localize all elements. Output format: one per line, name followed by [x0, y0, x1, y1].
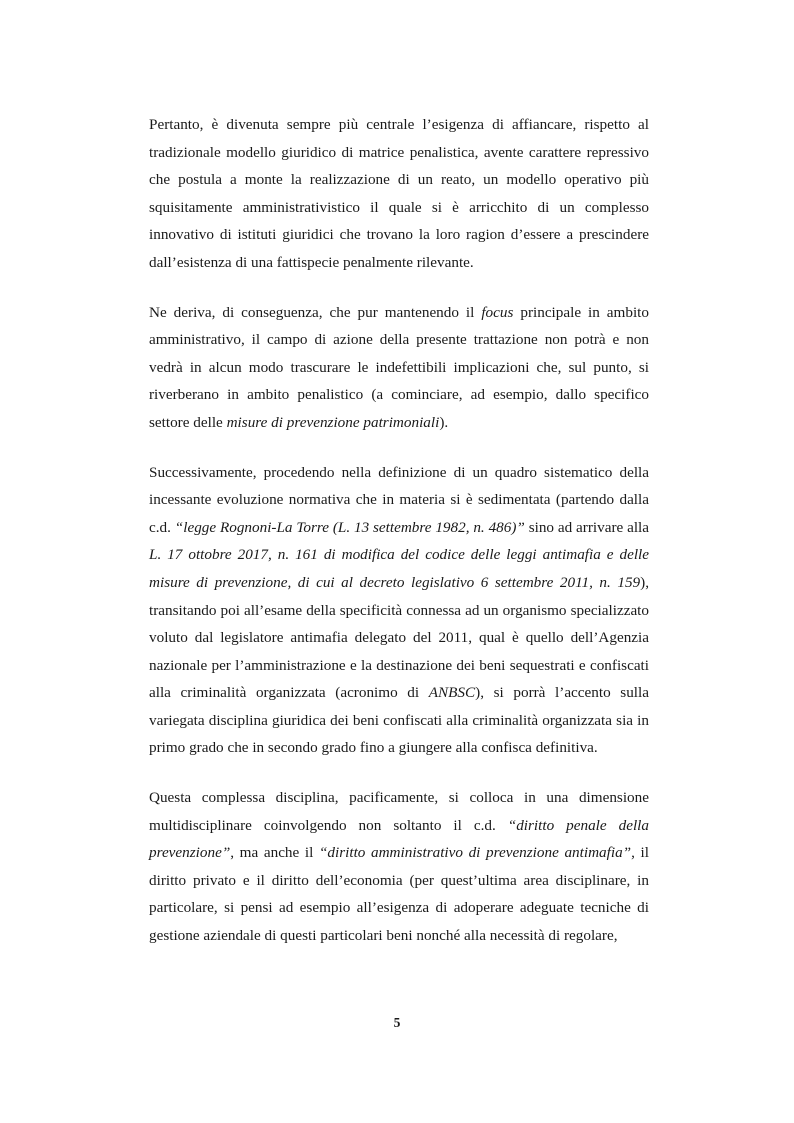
text-run: Questa complessa disciplina, pacificamente, si colloca in una dimensione multidisciplinare coinvolgendo non soltanto il c.d. [149, 789, 649, 834]
text-run: , il diritto privato e il diritto dell’economia (per quest’ultima area disciplinare, in particolare, si pensi ad esempio all’esigenza di adoperare adeguate tecniche di gestione aziendale di questi particolari beni nonché alla necessità di regolare, [149, 844, 649, 945]
italic-text: “diritto penale della prevenzione” [149, 816, 649, 862]
paragraph [149, 111, 649, 277]
italic-text: misure di prevenzione patrimoniali [226, 413, 440, 431]
text-run: principale in ambito amministrativo, il campo di azione della presente trattazione non potrà e non vedrà in alcun modo trascurare le indefettibili implicazioni che, sul punto, si riverberano in ambito penalistico (a cominciare, ad esempio, dallo specifico settore delle [149, 303, 649, 431]
text-run: ), si porrà l’accento sulla variegata disciplina giuridica dei beni confiscati alla criminalità organizzata sia in primo grado che in secondo grado fino a giungere alla confisca definitiva. [149, 684, 649, 757]
paragraph [149, 299, 649, 437]
italic-text: “diritto amministrativo di prevenzione antimafia” [318, 844, 632, 862]
paragraph [149, 459, 649, 763]
paragraph [149, 784, 649, 950]
italic-text: L. 17 ottobre 2017, n. 161 di modifica del codice delle leggi antimafia e delle misure di prevenzione, di cui al decreto legislativo 6 settembre 2011, n. 159 [149, 546, 649, 591]
text-run: Successivamente, procedendo nella definizione di un quadro sistematico della incessante evoluzione normativa che in materia si è sedimentata (partendo dalla c.d. [149, 463, 649, 536]
body-text [149, 111, 649, 972]
text-run: ). [439, 413, 449, 431]
italic-text: focus [481, 303, 514, 321]
text-run: Pertanto, è divenuta sempre più centrale l’esigenza di affiancare, rispetto al tradizionale modello giuridico di matrice penalistica, avente carattere repressivo che postula a monte la realizzazione di un reato, un modello operativo più squisitamente amministrativistico il quale si è arricchito di un complesso innovativo di istituti giuridici che trovano la loro ragion d’essere a prescindere dall’esistenza di una fattispecie penalmente rilevante. [149, 116, 649, 271]
italic-text: “legge Rognoni-La Torre (L. 13 settembre 1982, n. 486)” [174, 518, 525, 536]
italic-text: ANBSC [428, 684, 476, 702]
text-run: ), transitando poi all’esame della specificità connessa ad un organismo specializzato voluto dal legislatore antimafia delegato del 2011, qual è quello dell’Agenzia nazionale per l’amministrazione e la destinazione dei beni sequestrati e confiscati alla criminalità organizzata (acronimo di [149, 573, 649, 702]
text-run: Ne deriva, di conseguenza, che pur mantenendo il [149, 303, 482, 321]
page-number: 5 [393, 1015, 401, 1030]
text-run: sino ad arrivare alla [524, 518, 649, 536]
text-run: , ma anche il [230, 844, 319, 862]
